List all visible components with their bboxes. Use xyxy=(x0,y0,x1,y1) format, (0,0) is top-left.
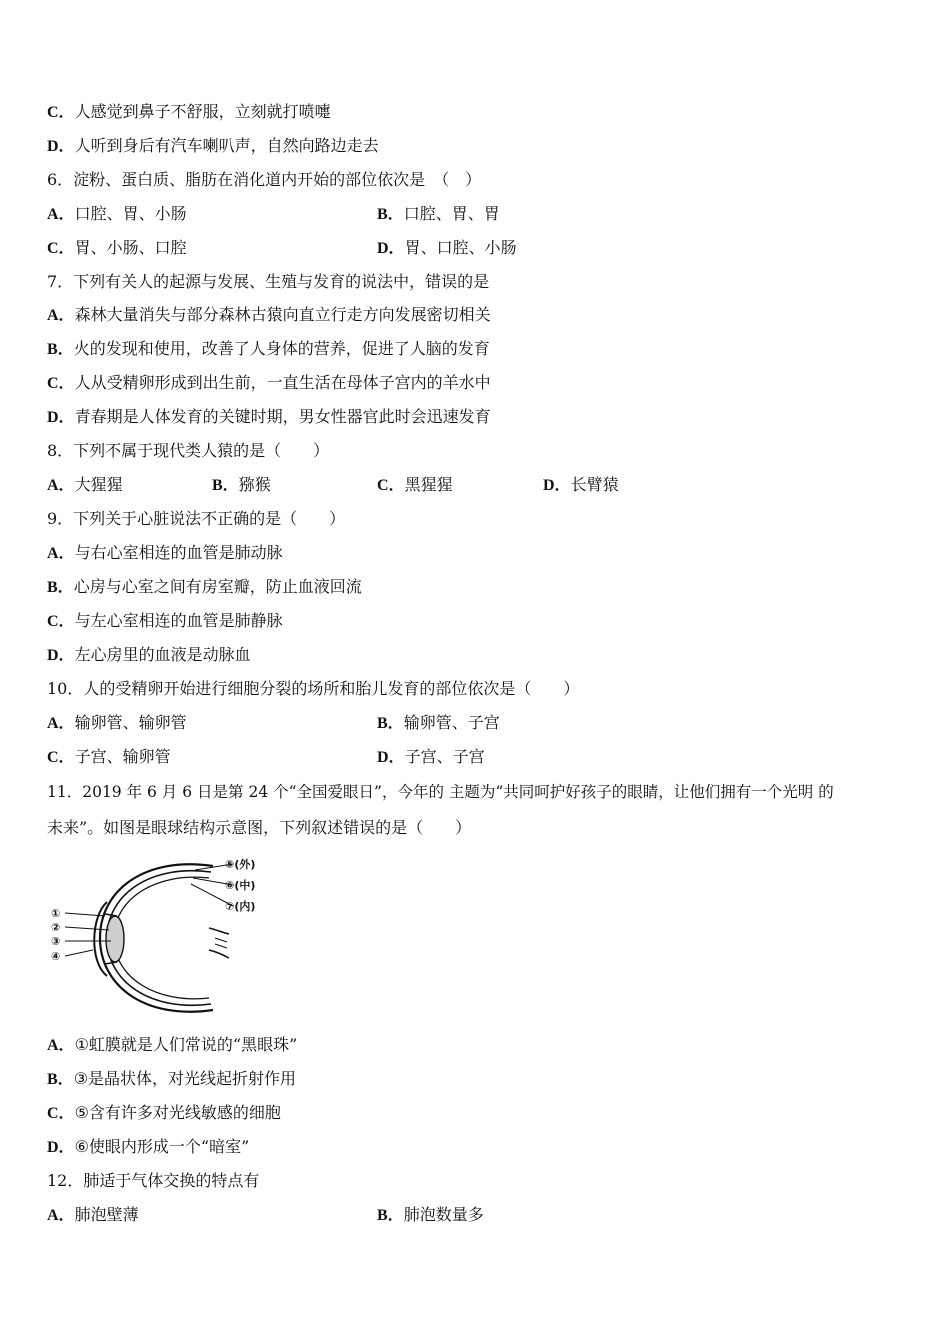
q5-option-d: D．人听到身后有汽车喇叭声，自然向路边走去 xyxy=(47,136,379,155)
q8-stem: 8．下列不属于现代类人猿的是（ ） xyxy=(47,441,330,460)
q11-stem-line1: 11．2019 年 6 月 6 日是第 24 个“全国爱眼日”，今年的 主题为“共同呵护好孩子的眼睛，让他们拥有一个光明 的 xyxy=(47,783,834,801)
q7-option-d: D．青春期是人体发育的关键时期，男女性器官此时会迅速发育 xyxy=(47,407,491,426)
q11-stem-line2: 未来”。如图是眼球结构示意图，下列叙述错误的是（ ） xyxy=(47,818,472,837)
q10-option-a: A．输卵管、输卵管 xyxy=(47,713,187,732)
q6-option-c: C．胃、小肠、口腔 xyxy=(47,238,187,257)
label-1: ① xyxy=(51,907,61,920)
q6-stem: 6．淀粉、蛋白质、脂肪在消化道内开始的部位依次是 （ ） xyxy=(47,170,482,189)
q12-option-a: A．肺泡壁薄 xyxy=(47,1205,139,1224)
q7-stem: 7．下列有关人的起源与发展、生殖与发育的说法中，错误的是 xyxy=(47,272,490,291)
q9-option-b: B．心房与心室之间有房室瓣，防止血液回流 xyxy=(47,577,362,596)
q10-option-b: B．输卵管、子宫 xyxy=(377,713,500,732)
label-middle-layer: ⑥(中) xyxy=(225,879,256,892)
q8-option-a: A．大猩猩 xyxy=(47,475,123,494)
label-inner-layer: ⑦(内) xyxy=(225,900,256,913)
q6-option-d: D．胃、口腔、小肠 xyxy=(377,238,517,257)
q11-option-c: C．⑤含有许多对光线敏感的细胞 xyxy=(47,1103,281,1122)
q10-option-c: C．子宫、输卵管 xyxy=(47,747,171,766)
q9-option-c: C．与左心室相连的血管是肺静脉 xyxy=(47,611,283,630)
q6-option-b: B．口腔、胃、胃 xyxy=(377,204,500,223)
q8-option-c: C．黑猩猩 xyxy=(377,475,453,494)
q5-option-c: C．人感觉到鼻子不舒服，立刻就打喷嚏 xyxy=(47,102,331,121)
q6-option-a: A．口腔、胃、小肠 xyxy=(47,204,187,223)
q7-option-b: B．火的发现和使用，改善了人身体的营养，促进了人脑的发育 xyxy=(47,339,490,358)
q7-option-c: C．人从受精卵形成到出生前，一直生活在母体子宫内的羊水中 xyxy=(47,373,491,392)
q11-option-a: A．①虹膜就是人们常说的“黑眼珠” xyxy=(47,1035,298,1054)
label-4: ④ xyxy=(51,950,61,963)
q11-option-d: D．⑥使眼内形成一个“暗室” xyxy=(47,1137,250,1156)
q12-stem: 12．肺适于气体交换的特点有 xyxy=(47,1171,260,1190)
q8-option-b: B．猕猴 xyxy=(212,475,271,494)
q9-option-a: A．与右心室相连的血管是肺动脉 xyxy=(47,543,283,562)
eyeball-diagram xyxy=(45,850,270,1020)
label-outer-layer: ⑤(外) xyxy=(225,858,256,871)
q8-option-d: D．长臂猿 xyxy=(543,475,619,494)
q12-option-b: B．肺泡数量多 xyxy=(377,1205,484,1224)
label-2: ② xyxy=(51,921,61,934)
q11-option-b: B．③是晶状体，对光线起折射作用 xyxy=(47,1069,297,1088)
q10-stem: 10．人的受精卵开始进行细胞分裂的场所和胎儿发育的部位依次是（ ） xyxy=(47,679,580,698)
q7-option-a: A．森林大量消失与部分森林古猿向直立行走方向发展密切相关 xyxy=(47,305,491,324)
q10-option-d: D．子宫、子宫 xyxy=(377,747,485,766)
q9-stem: 9．下列关于心脏说法不正确的是（ ） xyxy=(47,509,346,528)
label-3: ③ xyxy=(51,935,61,948)
q9-option-d: D．左心房里的血液是动脉血 xyxy=(47,645,251,664)
